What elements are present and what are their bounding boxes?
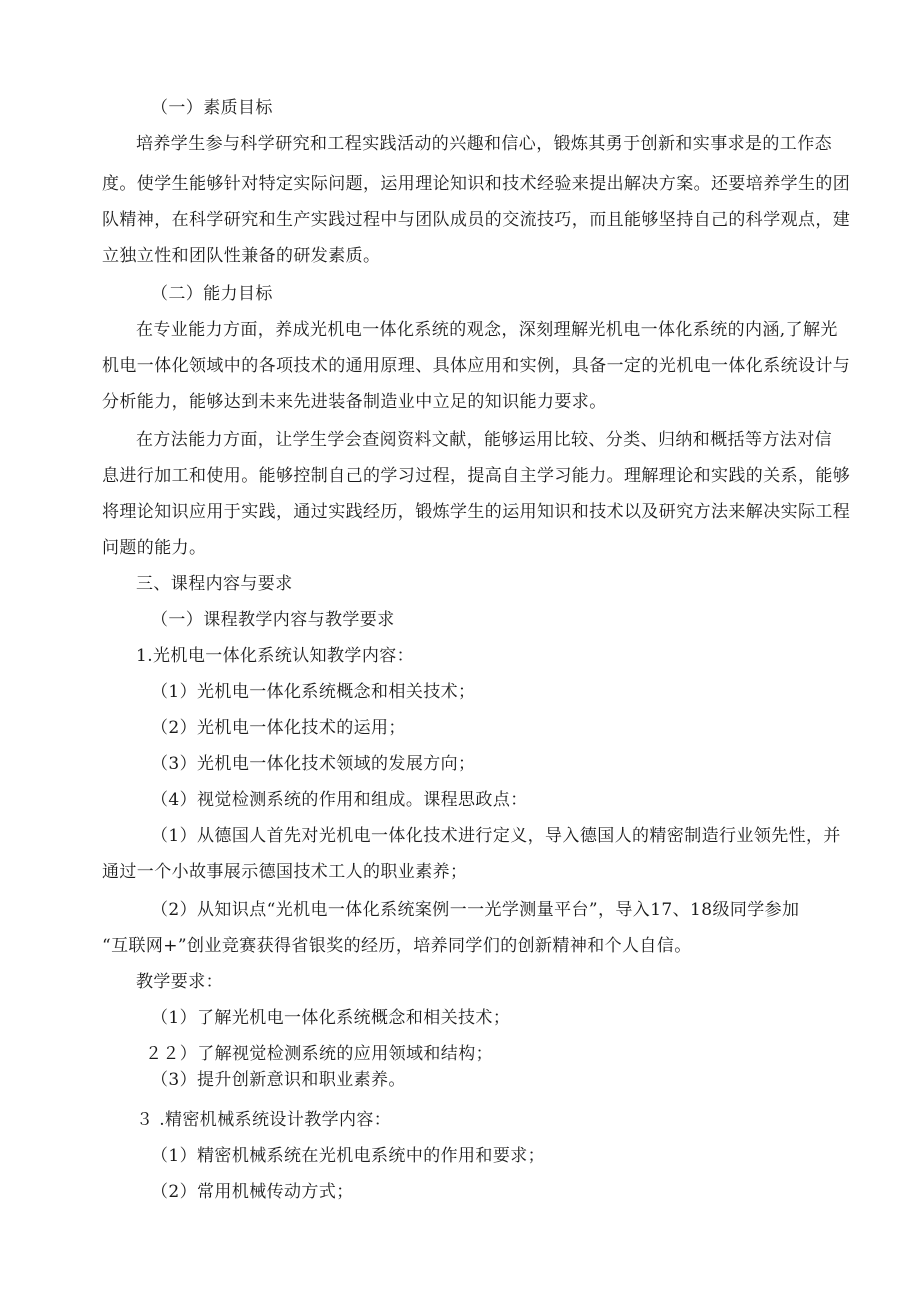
item3-content-line: （1）精密机械系统在光机电系统中的作用和要求； (151, 1146, 546, 1166)
ability-paragraph-line: 机电一体化领域中的各项技术的通用原理、具体应用和实例，具备一定的光机电一体化系统设计与 (102, 356, 851, 376)
quality-paragraph-line: 培养学生参与科学研究和工程实践活动的兴趣和信心，锻炼其勇于创新和实事求是的工作态 (136, 134, 832, 154)
quality-paragraph-line: 立独立性和团队性兼备的研发素质。 (102, 246, 381, 266)
ability-heading: （二）能力目标 (151, 284, 273, 304)
method-paragraph-line: 问题的能力。 (102, 538, 207, 558)
ideology-line: （1）从德国人首先对光机电一体化技术进行定义，导入德国人的精密制造行业领先性，并 (151, 826, 841, 846)
requirement-line: （1）了解光机电一体化系统概念和相关技术； (151, 1008, 511, 1028)
section3-heading: 三、课程内容与要求 (136, 574, 293, 594)
quality-paragraph-line: 队精神，在科学研究和生产实践过程中与团队成员的交流技巧，而且能够坚持自己的科学观点，建 (102, 210, 851, 230)
method-paragraph-line: 息进行加工和使用。能够控制自己的学习过程，提高自主学习能力。理解理论和实践的关系，能够 (102, 466, 851, 486)
ability-paragraph-line: 在专业能力方面，养成光机电一体化系统的观念，深刻理解光机电一体化系统的内涵,了解光 (136, 320, 838, 340)
method-paragraph-line: 在方法能力方面，让学生学会查阅资料文献，能够运用比较、分类、归纳和概括等方法对信 (136, 430, 832, 450)
ideology-line: “互联网+”创业竞赛获得省银奖的经历，培养同学们的创新精神和个人自信。 (102, 936, 692, 956)
item1-content-line: （4）视觉检测系统的作用和组成。课程思政点： (151, 790, 528, 810)
item3-content-line: （2）常用机械传动方式； (151, 1182, 354, 1202)
method-paragraph-line: 将理论知识应用于实践，通过实践经历，锻炼学生的运用知识和技术以及研究方法来解决实际工程 (102, 502, 851, 522)
item1-content-line: （3）光机电一体化技术领域的发展方向； (151, 754, 476, 774)
ideology-line: （2）从知识点“光机电一体化系统案例一一光学测量平台”，导入17、18级同学参加 (151, 900, 800, 920)
quality-paragraph-line: 度。使学生能够针对特定实际问题，运用理论知识和技术经验来提出解决方案。还要培养学生的团 (102, 174, 851, 194)
item3-title: ３ .精密机械系统设计教学内容： (136, 1110, 392, 1130)
ability-paragraph-line: 分析能力，能够达到未来先进装备制造业中立足的知识能力要求。 (102, 392, 607, 412)
requirements-title: 教学要求： (136, 972, 223, 992)
requirement-line: ２２）了解视觉检测系统的应用领域和结构； (145, 1044, 493, 1064)
item1-content-line: （1）光机电一体化系统概念和相关技术； (151, 682, 476, 702)
item1-title: 1.光机电一体化系统认知教学内容： (136, 646, 415, 666)
ideology-line: 通过一个小故事展示德国技术工人的职业素养； (102, 862, 468, 882)
item1-content-line: （2）光机电一体化技术的运用； (151, 718, 406, 738)
requirement-line: （3）提升创新意识和职业素养。 (151, 1070, 406, 1090)
quality-heading: （一）素质目标 (151, 98, 273, 118)
section3-subheading: （一）课程教学内容与教学要求 (151, 610, 395, 630)
